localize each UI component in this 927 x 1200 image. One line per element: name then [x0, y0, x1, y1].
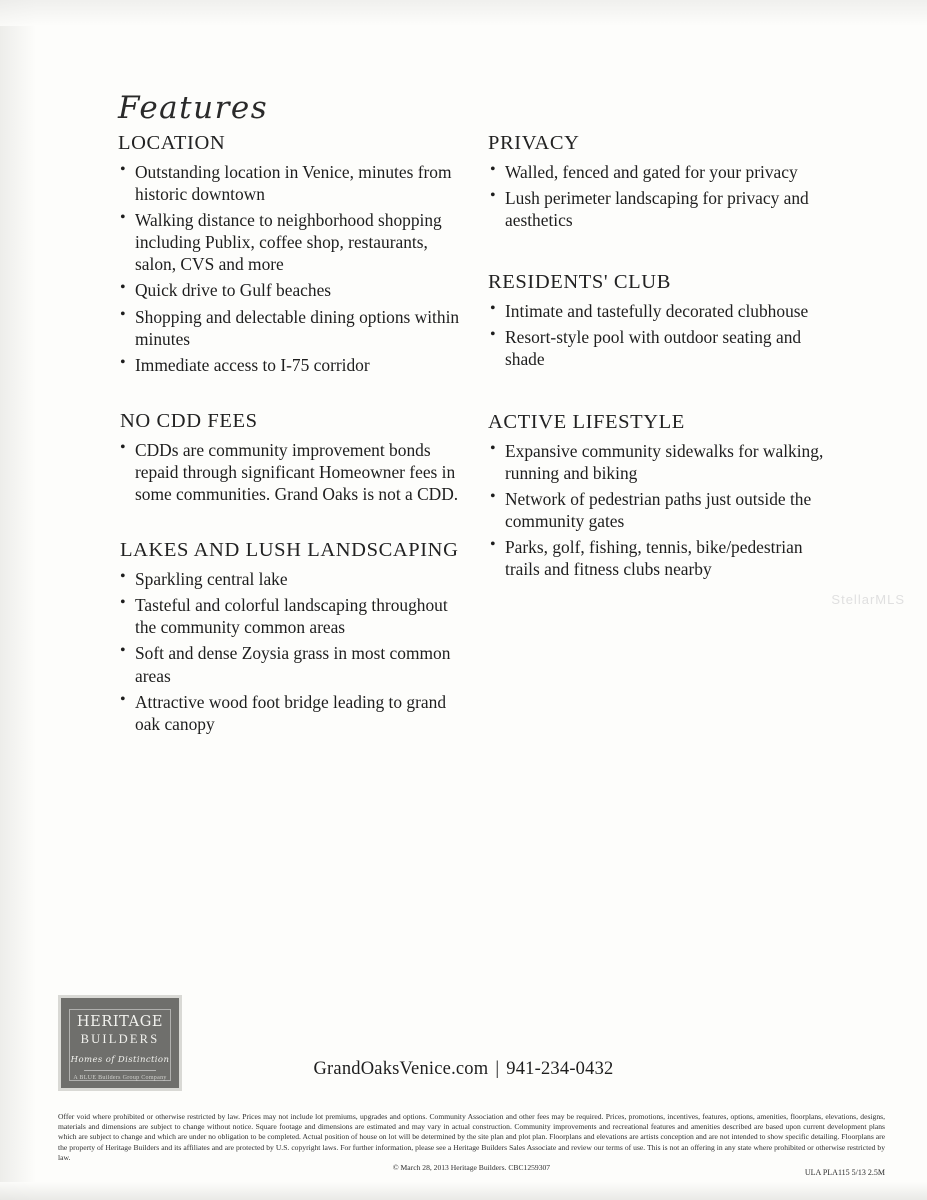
section-privacy: [488, 132, 838, 231]
logo-tagline: Homes of Distinction: [70, 1054, 170, 1065]
logo-footnote: A BLUE Builders Group Company: [73, 1074, 167, 1081]
section-heading-active-lifestyle: ACTIVE LIFESTYLE: [488, 410, 685, 433]
section-active-lifestyle: [488, 411, 838, 581]
website-link[interactable]: GrandOaksVenice.com: [313, 1059, 489, 1079]
list-item: • Intimate and tastefully decorated clubhouse: [488, 300, 838, 322]
list-item: • Immediate access to I-75 corridor: [118, 354, 463, 376]
contact-separator: |: [495, 1059, 500, 1079]
section-heading-lakes-landscaping: LAKES AND LUSH LANDSCAPING: [120, 539, 459, 562]
list-item: • Soft and dense Zoysia grass in most common areas: [118, 642, 463, 686]
logo-brand-rest: ERITAGE: [90, 1014, 164, 1030]
section-heading-residents-club: RESIDENTS' CLUB: [488, 271, 671, 294]
list-item: • Sparkling central lake: [118, 568, 463, 590]
features-column-right: [488, 132, 838, 606]
list-item: • Walking distance to neighborhood shopping including Publix, coffee shop, restaurants, salon, CVS and more: [118, 209, 463, 275]
list-item: • Shopping and delectable dining options within minutes: [118, 306, 463, 350]
scan-edge-top: [0, 0, 927, 26]
list-item: • Attractive wood foot bridge leading to grand oak canopy: [118, 691, 463, 735]
logo-brand-initial: H: [76, 1014, 91, 1030]
scan-edge-bottom: [0, 1182, 927, 1200]
list-item: • Resort-style pool with outdoor seating and shade: [488, 326, 838, 370]
print-code: ULA PLA115 5/13 2.5M: [804, 1168, 885, 1177]
logo-brand-sub: BUILDERS: [80, 1031, 160, 1046]
list-location: [118, 161, 463, 376]
list-privacy: [488, 161, 838, 231]
mls-watermark: StellarMLS: [831, 592, 905, 607]
section-location: [118, 132, 463, 376]
section-heading-location: LOCATION: [118, 132, 226, 154]
disclaimer-copyright: © March 28, 2013 Heritage Builders. CBC1259307: [392, 1162, 551, 1172]
section-heading-no-cdd-fees: NO CDD FEES: [120, 409, 258, 432]
legal-disclaimer: [58, 1112, 885, 1173]
list-item: • Quick drive to Gulf beaches: [118, 279, 463, 301]
section-no-cdd-fees: [118, 410, 463, 505]
list-item: • Expansive community sidewalks for walking, running and biking: [488, 440, 838, 484]
list-item: • Walled, fenced and gated for your privacy: [488, 161, 838, 183]
contact-line: [0, 1059, 927, 1080]
list-item: • Parks, golf, fishing, tennis, bike/pedestrian trails and fitness clubs nearby: [488, 536, 838, 580]
section-lakes-landscaping: [118, 539, 463, 735]
list-lakes-landscaping: [118, 568, 463, 735]
list-item: • Lush perimeter landscaping for privacy and aesthetics: [488, 187, 838, 231]
disclaimer-text: Offer void where prohibited or otherwise restricted by law. Prices may not include lot premiums, upgrades and options. Community Association and other fees may be required. Prices, promotions, incentives, features, options, amenities, floorplans, elevations, designs, materials and dimensions are subject to change without notice. Square footage and dimensions are estimated and may vary in actual construction. Community improvements and recreational features and amenities described are based upon current development plans which are subject to change and which are under no obligation to be completed. Actual position of house on lot will be determined by the site plan and plot plan. Floorplans and elevations are artists conception and are not intended to show specific detailing. Floorplans are the property of Heritage Builders and its affiliates and are protected by U.S. copyright laws. For further information, please see a Heritage Builders Sales Associate and review our terms of use. This is not an offering in any state where prohibited or otherwise restricted by law.: [58, 1112, 885, 1162]
list-item: • CDDs are community improvement bonds repaid through significant Homeowner fees in some communities. Grand Oaks is not a CDD.: [118, 439, 463, 505]
list-no-cdd-fees: [118, 439, 463, 505]
list-item: • Outstanding location in Venice, minutes from historic downtown: [118, 161, 463, 205]
list-residents-club: [488, 300, 838, 370]
scan-edge-left: [0, 0, 36, 1200]
list-active-lifestyle: [488, 440, 838, 581]
page-title: Features: [118, 90, 269, 126]
logo-brand-line: [70, 1015, 170, 1031]
list-item: • Tasteful and colorful landscaping throughout the community common areas: [118, 594, 463, 638]
phone-number[interactable]: 941-234-0432: [506, 1059, 614, 1079]
features-column-left: [118, 132, 463, 761]
list-item: • Network of pedestrian paths just outside the community gates: [488, 488, 838, 532]
section-heading-privacy: PRIVACY: [488, 132, 580, 154]
section-residents-club: [488, 271, 838, 370]
